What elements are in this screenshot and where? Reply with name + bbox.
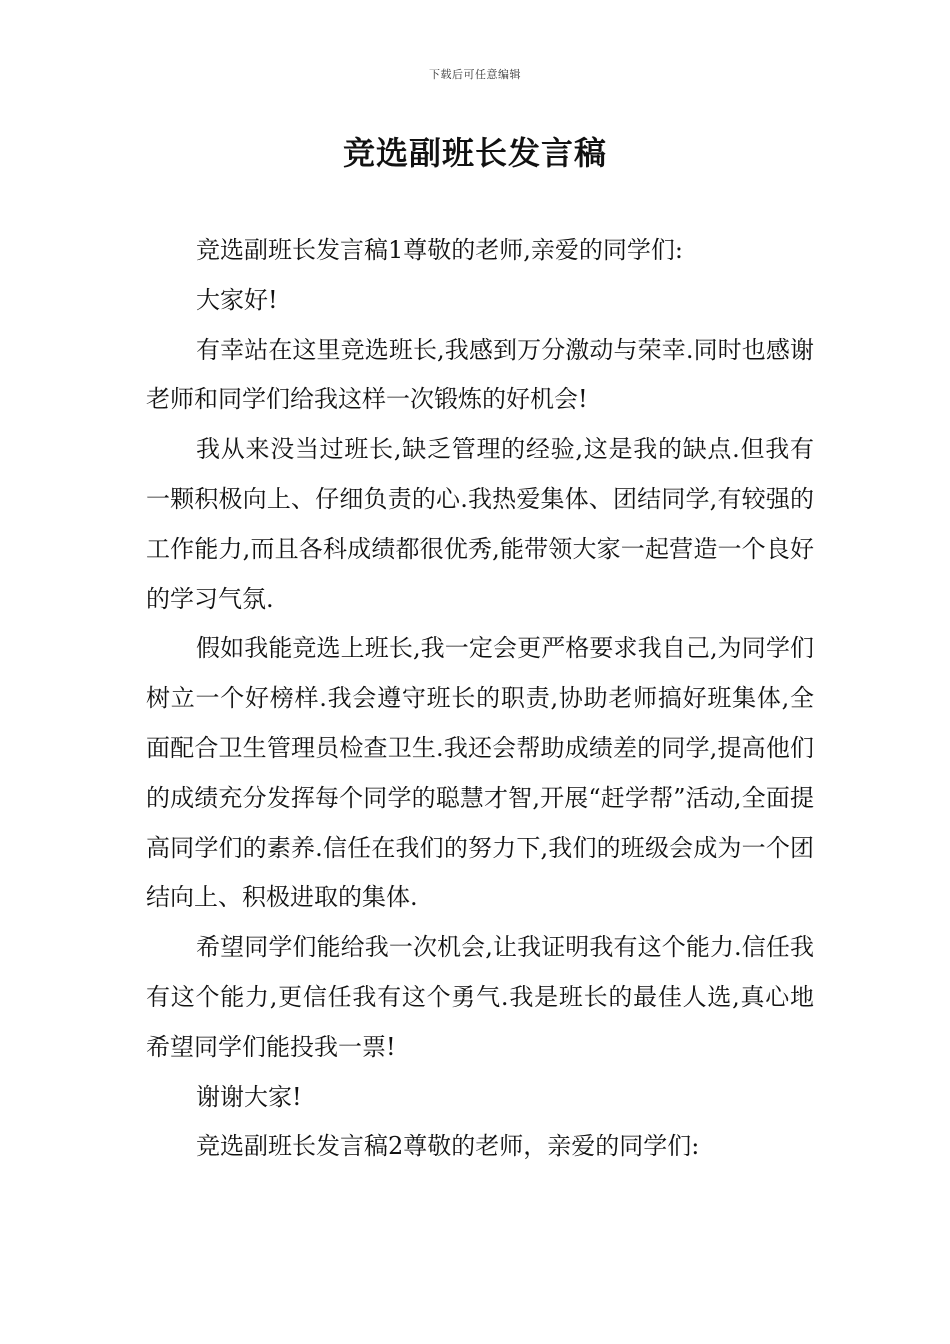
paragraph-thanks: 谢谢大家! — [196, 1082, 302, 1111]
paragraph-salutation-2: 竞选副班长发言稿2尊敬的老师，亲爱的同学们: — [196, 1132, 700, 1161]
paragraph-greeting: 大家好! — [196, 285, 278, 314]
document-body — [146, 226, 814, 1172]
header-note: 下载后可任意编辑 — [429, 68, 521, 81]
paragraph-self-assessment: 我从来没当过班长,缺乏管理的经验,这是我的缺点.但我有一颗积极向上、仔细负责的心.我热爱集体、团结同学,有较强的工作能力,而且各科成绩都很优秀,能带领大家一起营造一个良好的学习气氛. — [146, 435, 814, 613]
paragraph-salutation-1: 竞选副班长发言稿1尊敬的老师,亲爱的同学们: — [196, 236, 683, 264]
paragraph-appeal: 希望同学们能给我一次机会,让我证明我有这个能力.信任我有这个能力,更信任我有这个勇气.我是班长的最佳人选,真心地希望同学们能投我一票! — [146, 933, 814, 1061]
paragraph-plans: 假如我能竞选上班长,我一定会更严格要求我自己,为同学们树立一个好榜样.我会遵守班长的职责,协助老师搞好班集体,全面配合卫生管理员检查卫生.我还会帮助成绩差的同学,提高他们的成绩充分发挥每个同学的聪慧才智,开展“赶学帮”活动,全面提高同学们的素养.信任在我们的努力下,我们的班级会成为一个团结向上、积极进取的集体. — [146, 634, 814, 912]
paragraph-intro: 有幸站在这里竞选班长,我感到万分激动与荣幸.同时也感谢老师和同学们给我这样一次锻炼的好机会! — [146, 335, 814, 414]
document-title: 竞选副班长发言稿 — [342, 134, 607, 172]
